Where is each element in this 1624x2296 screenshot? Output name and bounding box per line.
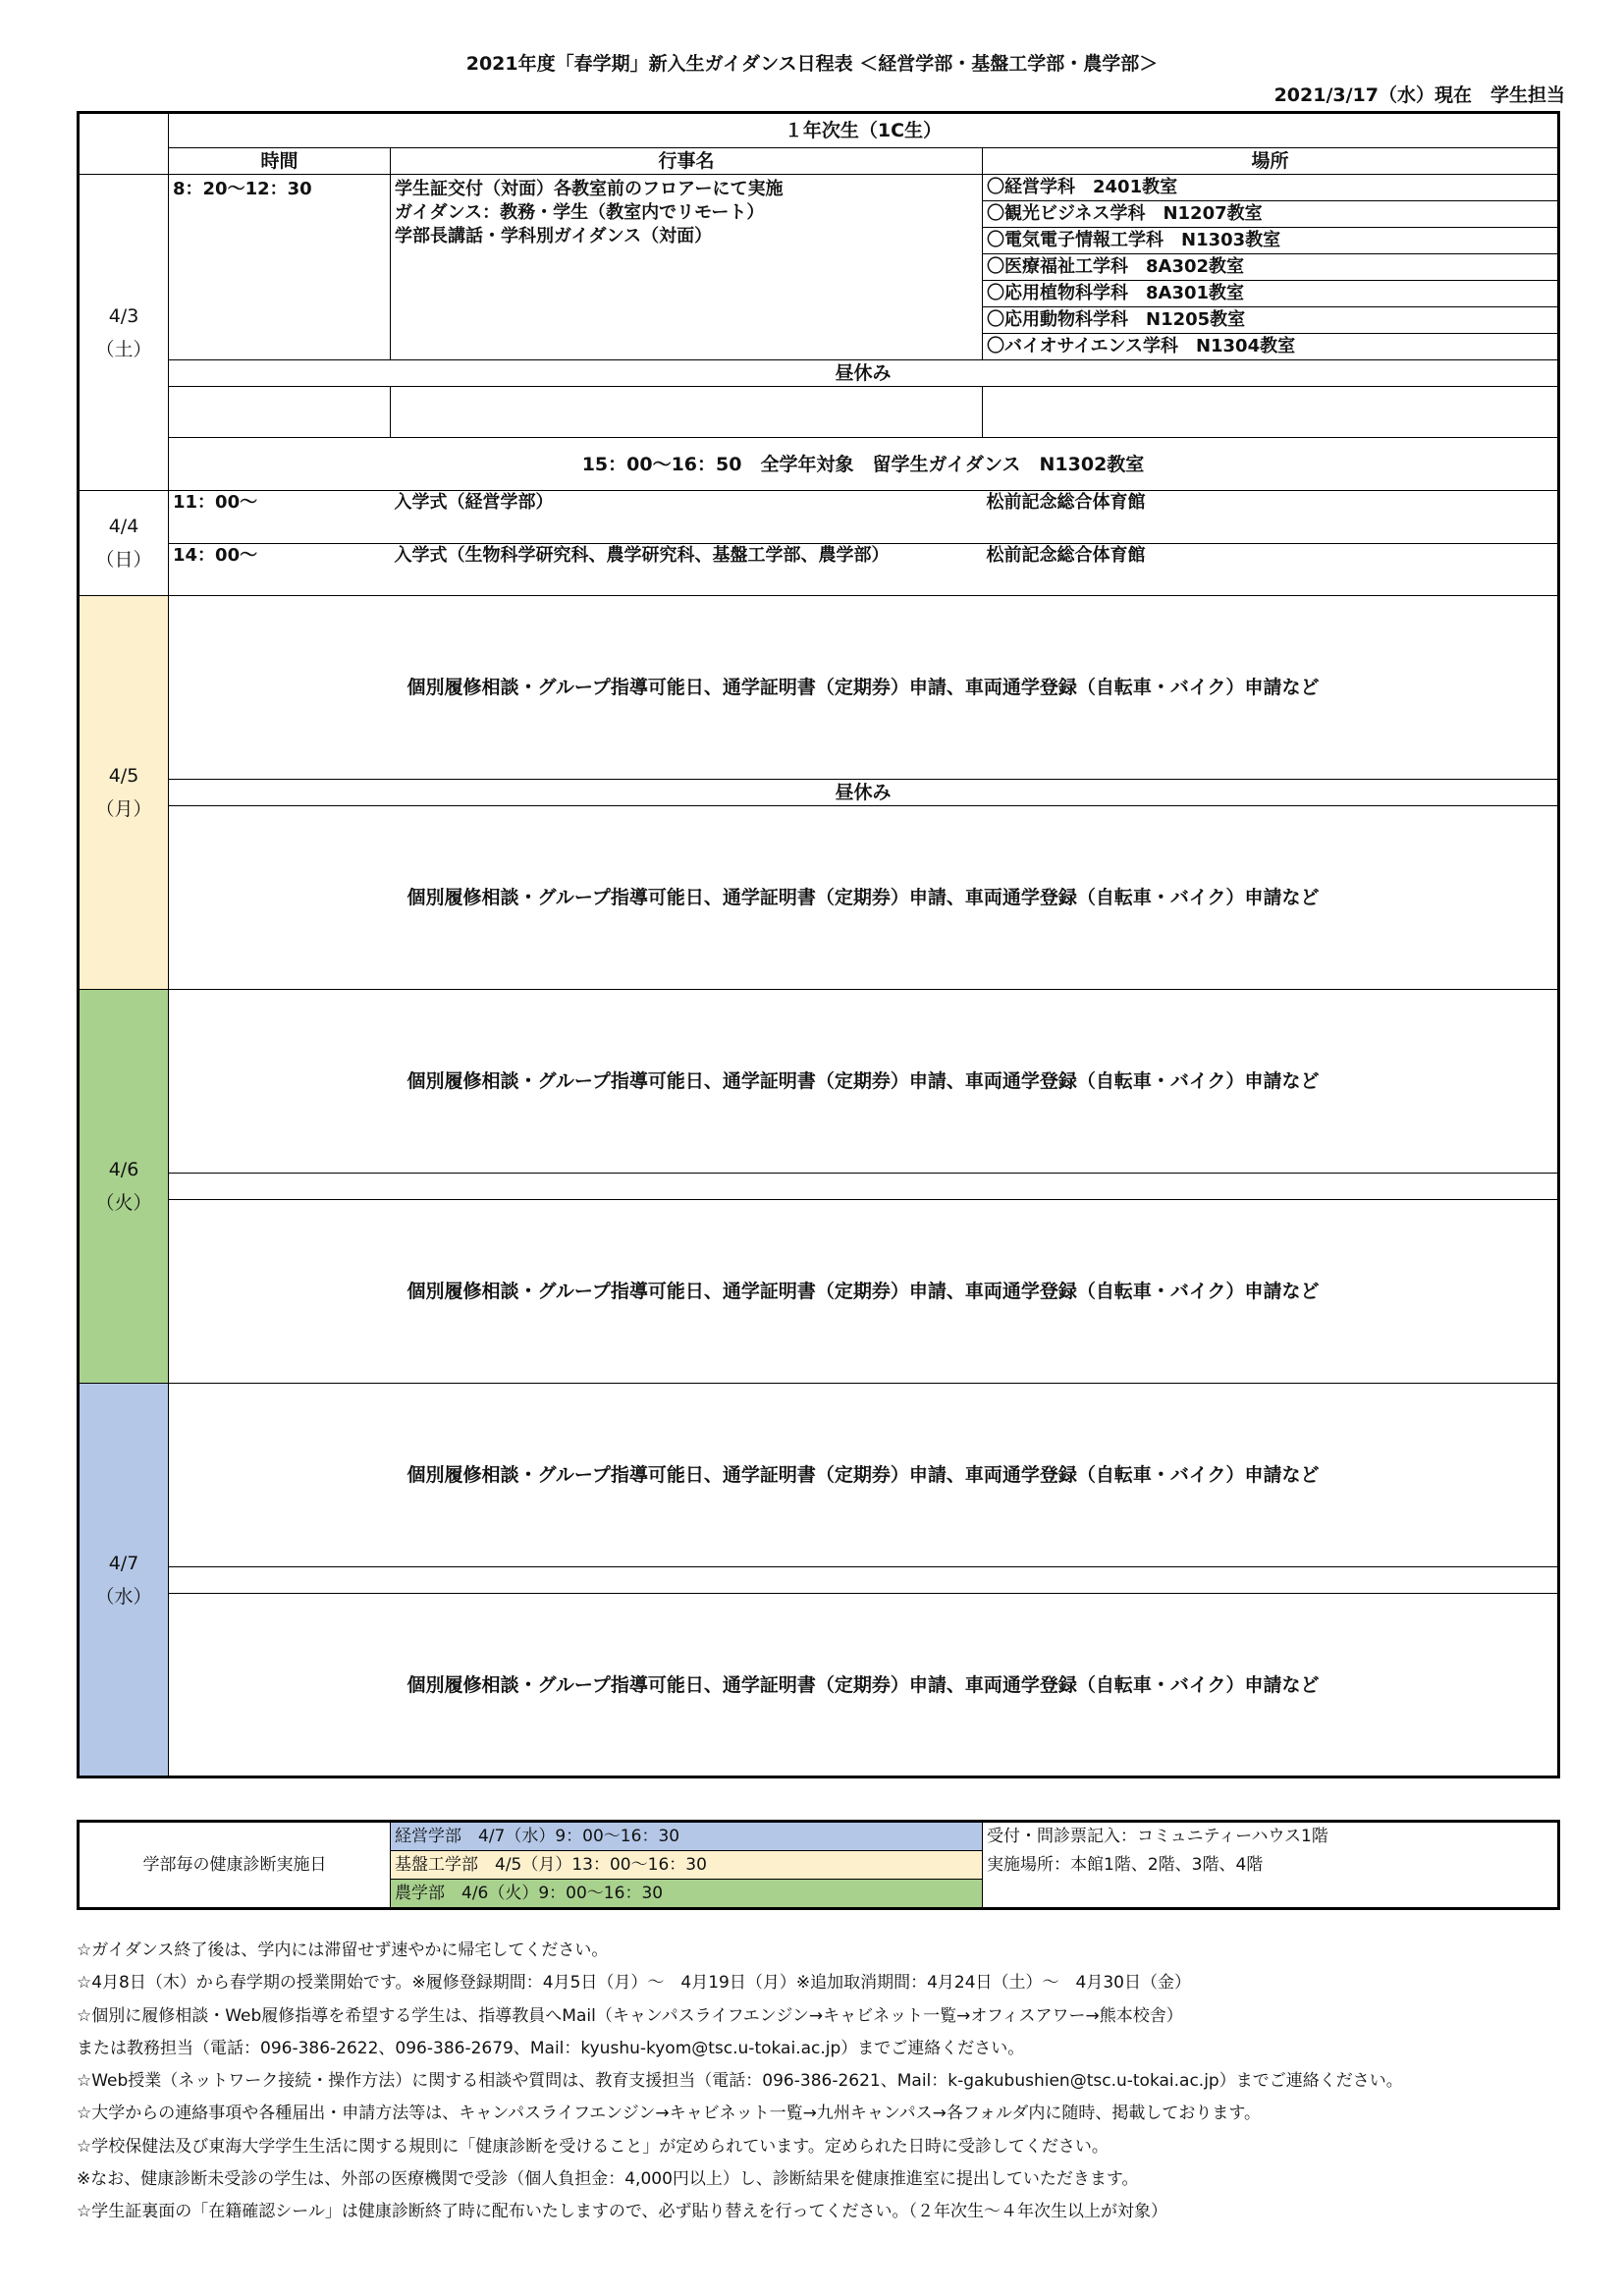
place-line: 〇バイオサイエンス学科 N1304教室 xyxy=(987,336,1296,356)
note-line: ☆個別に履修相談・Web履修指導を希望する学生は、指導教員へMail（キャンパスライフエンジン→キャビネット一覧→オフィスアワー→熊本校舎） xyxy=(77,2005,1183,2026)
day-date: 4/4 xyxy=(108,516,139,537)
consult-text: 個別履修相談・グループ指導可能日、通学証明書（定期券）申請、車両通学登録（自転車・バイク）申請など xyxy=(169,806,1559,990)
health-info-line: 受付・問診票記入：コミュニティーハウス1階 xyxy=(983,1822,1559,1851)
empty-row xyxy=(169,1567,1559,1594)
day-date: 4/7 xyxy=(108,1552,139,1574)
day-date: 4/6 xyxy=(108,1159,139,1180)
consult-text: 個別履修相談・グループ指導可能日、通学証明書（定期券）申請、車両通学登録（自転車・バイク）申請など xyxy=(169,596,1559,780)
empty-cell xyxy=(983,387,1559,438)
lunch-break-label: 昼休み xyxy=(169,360,1559,387)
empty-row xyxy=(169,1174,1559,1200)
place-cell: 松前記念総合体育館 xyxy=(983,491,1559,544)
health-info-empty xyxy=(983,1880,1559,1909)
empty-cell xyxy=(169,387,391,438)
group-header: １年次生（1C生） xyxy=(169,113,1559,148)
day-cell-0407 xyxy=(79,1384,169,1777)
note-line: ☆Web授業（ネットワーク接続・操作方法）に関する相談や質問は、教育支援担当（電話：096-386-2621、Mail：k-gakubushien@tsc.u-tokai.ac.jp）までご連絡ください。 xyxy=(77,2071,1403,2092)
note-line: ☆学生証裏面の「在籍確認シール」は健康診断終了時に配布いたしますので、必ず貼り替えを行ってください。（２年次生〜４年次生以上が対象） xyxy=(77,2202,1168,2222)
day-dow: （日） xyxy=(95,549,152,571)
time-cell: 8：20〜12：30 xyxy=(169,175,391,360)
time-cell: 14：00〜 xyxy=(169,544,391,596)
day-cell-0405 xyxy=(79,596,169,990)
note-line: ※なお、健康診断未受診の学生は、外部の医療機関で受診（個人負担金：4,000円以上）し、診断結果を健康推進室に提出していただきます。 xyxy=(77,2169,1139,2190)
lunch-break-label: 昼休み xyxy=(169,780,1559,806)
note-line: ☆学校保健法及び東海大学学生生活に関する規則に「健康診断を受けること」が定められています。定められた日時に受診してください。 xyxy=(77,2136,1109,2157)
event-line: 学生証交付（対面）各教室前のフロアーにて実施 xyxy=(395,179,784,199)
time-cell: 11：00〜 xyxy=(169,491,391,544)
health-row-kiban: 基盤工学部 4/5（月）13：00〜16：30 xyxy=(391,1851,983,1880)
day-dow: （水） xyxy=(95,1585,152,1608)
consult-text: 個別履修相談・グループ指導可能日、通学証明書（定期券）申請、車両通学登録（自転車・バイク）申請など xyxy=(169,1200,1559,1384)
schedule-table xyxy=(77,111,1560,1778)
notes-section xyxy=(77,1935,1569,2229)
place-line: 〇経営学科 2401教室 xyxy=(983,175,1557,201)
event-cell xyxy=(391,175,983,360)
day-cell-0406 xyxy=(79,990,169,1384)
health-check-label: 学部毎の健康診断実施日 xyxy=(79,1822,391,1909)
place-line: 〇応用動物科学科 N1205教室 xyxy=(983,307,1557,334)
health-row-nogaku: 農学部 4/6（火）9：00〜16：30 xyxy=(391,1880,983,1909)
health-check-table xyxy=(77,1820,1560,1910)
day-dow: （火） xyxy=(95,1192,152,1214)
event-cell: 入学式（経営学部） xyxy=(391,491,983,544)
col-time-header: 時間 xyxy=(169,148,391,175)
place-line: 〇医療福祉工学科 8A302教室 xyxy=(983,254,1557,281)
document-title: 2021年度「春学期」新入生ガイダンス日程表 ＜経営学部・基盤工学部・農学部＞ xyxy=(465,53,1159,75)
col-place-header: 場所 xyxy=(983,148,1559,175)
col-event-header: 行事名 xyxy=(391,148,983,175)
day-cell-0403 xyxy=(79,175,169,491)
event-line: ガイダンス：教務・学生（教室内でリモート） xyxy=(395,202,765,223)
day-date: 4/5 xyxy=(108,765,139,787)
day-date: 4/3 xyxy=(108,304,139,327)
health-info-line: 実施場所：本館1階、2階、3階、4階 xyxy=(983,1851,1559,1880)
consult-text: 個別履修相談・グループ指導可能日、通学証明書（定期券）申請、車両通学登録（自転車・バイク）申請など xyxy=(169,1594,1559,1777)
empty-cell xyxy=(391,387,983,438)
note-line: ☆大学からの連絡事項や各種届出・申請方法等は、キャンパスライフエンジン→キャビネット一覧→九州キャンパス→各フォルダ内に随時、掲載しております。 xyxy=(77,2104,1261,2124)
place-line: 〇観光ビジネス学科 N1207教室 xyxy=(983,201,1557,228)
place-cell xyxy=(983,175,1559,360)
consult-text: 個別履修相談・グループ指導可能日、通学証明書（定期券）申請、車両通学登録（自転車・バイク）申請など xyxy=(169,1384,1559,1567)
consult-text: 個別履修相談・グループ指導可能日、通学証明書（定期券）申請、車両通学登録（自転車・バイク）申請など xyxy=(169,990,1559,1174)
place-line: 〇電気電子情報工学科 N1303教室 xyxy=(983,228,1557,254)
note-line: ☆4月8日（木）から春学期の授業開始です。※履修登録期間：4月5日（月）〜 4月19日（月）※追加取消期間：4月24日（土）〜 4月30日（金） xyxy=(77,1973,1191,1994)
day-dow: （月） xyxy=(95,798,152,820)
note-line: または教務担当（電話：096-386-2622、096-386-2679、Mail：kyushu-kyom@tsc.u-tokai.ac.jp）までご連絡ください。 xyxy=(77,2038,1025,2058)
event-line: 学部長講話・学科別ガイダンス（対面） xyxy=(395,226,713,246)
health-row-keiei: 経営学部 4/7（水）9：00〜16：30 xyxy=(391,1822,983,1851)
place-line: 〇応用植物科学科 8A301教室 xyxy=(983,281,1557,307)
event-cell: 入学式（生物科学研究科、農学研究科、基盤工学部、農学部） xyxy=(391,544,983,596)
as-of-date: 2021/3/17（水）現在 学生担当 xyxy=(1273,84,1565,106)
corner-cell xyxy=(79,113,169,175)
place-cell: 松前記念総合体育館 xyxy=(983,544,1559,596)
afternoon-guidance: 15：00〜16：50 全学年対象 留学生ガイダンス N1302教室 xyxy=(169,438,1559,491)
day-dow: （土） xyxy=(95,338,152,360)
note-line: ☆ガイダンス終了後は、学内には滞留せず速やかに帰宅してください。 xyxy=(77,1941,609,1960)
day-cell-0404 xyxy=(79,491,169,596)
